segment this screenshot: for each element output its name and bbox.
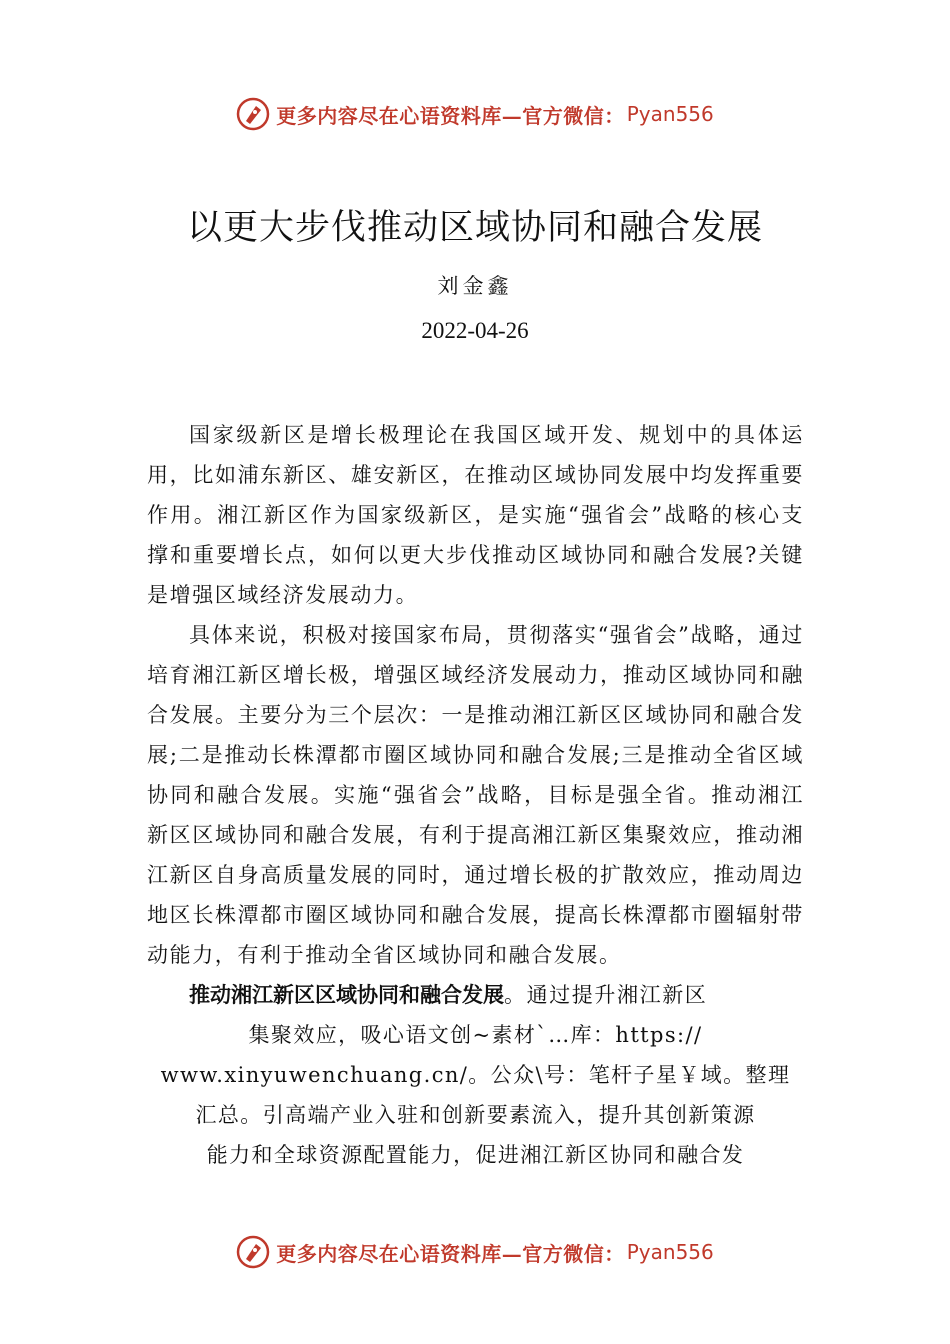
article-date: 2022-04-26 <box>421 318 529 343</box>
paragraph-3-heading: 推动湘江新区区域协同和融合发展 <box>189 983 504 1007</box>
banner-contact: Pyan556 <box>626 1240 714 1264</box>
banner-text: 更多内容尽在心语资料库—官方微信： <box>276 1241 625 1266</box>
paragraph-3-line: 能力和全球资源配置能力，促进湘江新区协同和融合发 <box>206 1143 745 1167</box>
paragraph-3 <box>147 975 804 1015</box>
paragraph-2: 具体来说，积极对接国家布局，贯彻落实“强省会”战略，通过培育湘江新区增长极，增强区域经济发展动力，推动区域协同和融合发展。主要分为三个层次：一是推动湘江新区区域协同和融合发展;二是推动长株潭都市圈区域协同和融合发展;三是推动全省区域协同和融合发展。实施“强省会”战略，目标是强全省。推动湘江新区区域协同和融合发展，有利于提高湘江新区集聚效应，推动湘江新区自身高质量发展的同时，通过增长极的扩散效应，推动周边地区长株潭都市圈区域协同和融合发展，提高长株潭都市圈辐射带动能力，有利于推动全省区域协同和融合发展。 <box>147 623 804 967</box>
paragraph-3-line: 集聚效应，吸心语文创~素材`…库：https:// <box>248 1023 703 1047</box>
paragraph-3-continuation <box>147 1015 804 1175</box>
header-banner <box>0 94 950 134</box>
paragraph-3-line: 汇总。引高端产业入驻和创新要素流入，提升其创新策源 <box>195 1103 756 1127</box>
banner-text: 更多内容尽在心语资料库—官方微信： <box>276 103 625 128</box>
paragraph-3-line: www.xinyuwenchuang.cn/。公众\号：笔杆子星￥域。整理 <box>160 1063 791 1087</box>
article-body <box>147 415 804 1175</box>
footer-banner <box>0 1232 950 1272</box>
paragraph-3-lead: 。通过提升湘江新区 <box>504 983 708 1007</box>
pen-nib-circle-icon <box>236 97 270 131</box>
banner-contact: Pyan556 <box>626 102 714 126</box>
paragraph-1: 国家级新区是增长极理论在我国区域开发、规划中的具体运用，比如浦东新区、雄安新区，在推动区域协同发展中均发挥重要作用。湘江新区作为国家级新区，是实施“强省会”战略的核心支撑和重要增长点，如何以更大步伐推动区域协同和融合发展?关键是增强区域经济发展动力。 <box>147 423 804 607</box>
article-title: 以更大步伐推动区域协同和融合发展 <box>186 208 763 248</box>
article-author: 刘金鑫 <box>437 274 513 298</box>
pen-nib-circle-icon <box>236 1235 270 1269</box>
